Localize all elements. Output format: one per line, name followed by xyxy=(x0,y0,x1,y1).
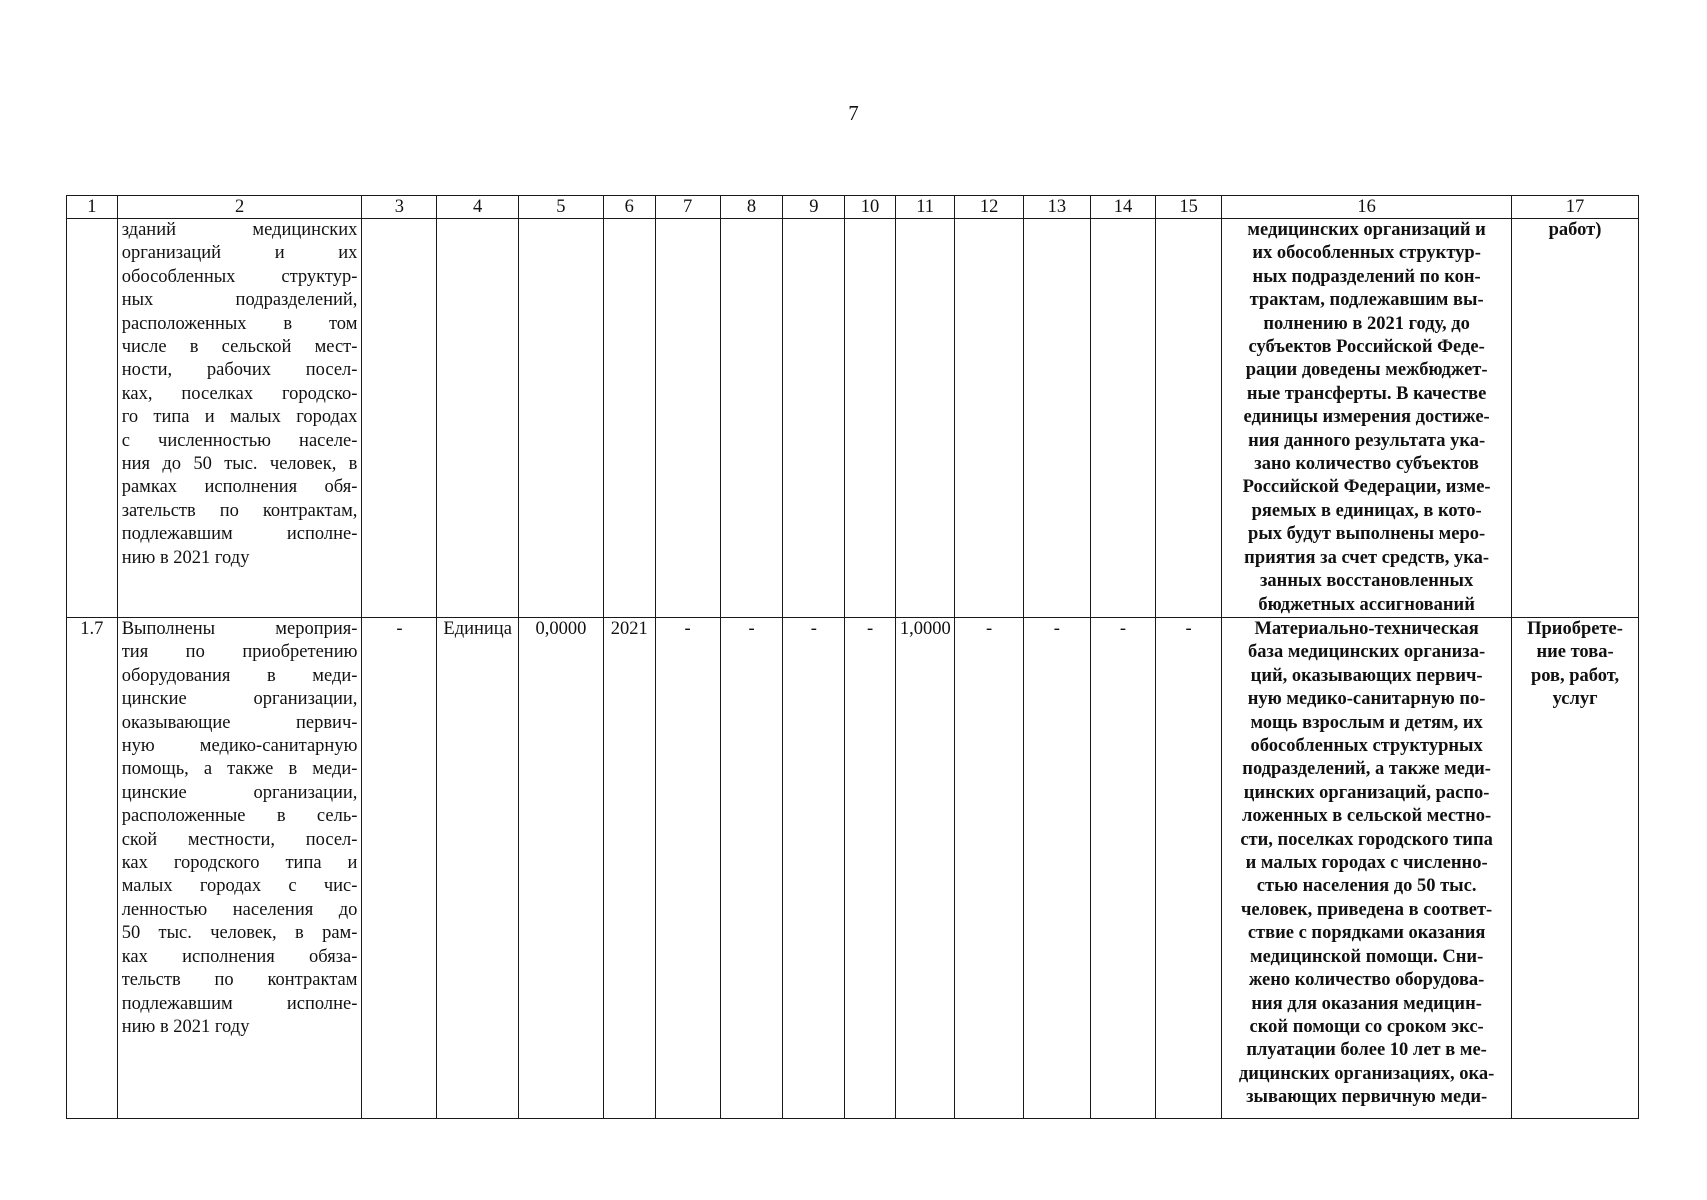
description-line: зданий медицинских xyxy=(121,220,358,240)
category-cell xyxy=(1512,618,1639,1119)
value-cell-c15: - xyxy=(1156,618,1222,1119)
value-cell-c12: - xyxy=(955,618,1023,1119)
value-cell-c6: 2021 xyxy=(603,618,655,1119)
row-number-cell xyxy=(67,219,118,618)
description-line: малых городах с чис- xyxy=(121,876,358,897)
header-cell: 1 xyxy=(67,196,118,219)
result-line: цинских организаций, распо- xyxy=(1243,782,1490,803)
category-cell xyxy=(1512,219,1639,618)
data-table xyxy=(66,195,1639,1119)
header-cell: 3 xyxy=(362,196,437,219)
value-cell-c15 xyxy=(1156,219,1222,618)
result-line: ния для оказания медицин- xyxy=(1251,993,1482,1014)
value-cell-c13 xyxy=(1023,219,1090,618)
description-line: ных подразделений, xyxy=(121,290,358,311)
result-line: сти, поселках городского типа xyxy=(1240,829,1493,850)
description-cell xyxy=(117,219,362,618)
result-description-cell xyxy=(1222,219,1512,618)
header-cell: 15 xyxy=(1156,196,1222,219)
description-line: числе в сельской мест- xyxy=(121,337,358,358)
description-line: 50 тыс. человек, в рам- xyxy=(121,923,358,944)
value-cell-c8: - xyxy=(720,618,783,1119)
value-cell-c11: 1,0000 xyxy=(895,618,955,1119)
description-line: ную медико-санитарную xyxy=(121,736,358,757)
description-line: с численностью населе- xyxy=(121,430,358,451)
description-line: расположенных в том xyxy=(121,313,358,334)
header-cell: 6 xyxy=(603,196,655,219)
description-cell xyxy=(117,618,362,1119)
description-line: организаций и их xyxy=(121,243,358,264)
description-line: Выполнены мероприя- xyxy=(121,619,358,639)
result-line: занных восстановленных xyxy=(1260,571,1474,592)
page-number: 7 xyxy=(848,101,859,125)
description-line: нию в 2021 году xyxy=(121,547,250,568)
header-cell: 17 xyxy=(1512,196,1639,219)
result-line: база медицинских организа- xyxy=(1248,642,1486,663)
value-cell-c3: - xyxy=(362,618,437,1119)
result-line: и малых городах с численно- xyxy=(1245,853,1488,874)
result-line: плуатации более 10 лет в ме- xyxy=(1246,1040,1487,1061)
header-cell: 8 xyxy=(720,196,783,219)
value-cell-c12 xyxy=(955,219,1023,618)
value-cell-c14: - xyxy=(1090,618,1155,1119)
result-line: трактам, подлежавшим вы- xyxy=(1249,290,1484,311)
header-cell: 5 xyxy=(518,196,603,219)
category-line: Приобрете- xyxy=(1527,619,1623,639)
result-line: ния данного результата ука- xyxy=(1248,430,1486,451)
value-cell-c9: - xyxy=(783,618,845,1119)
description-line: зательств по контрактам, xyxy=(121,500,358,521)
value-cell-c6 xyxy=(603,219,655,618)
header-cell: 14 xyxy=(1090,196,1155,219)
result-line: дицинских организациях, ока- xyxy=(1238,1063,1495,1084)
value-cell-c7: - xyxy=(655,618,720,1119)
description-line: ния до 50 тыс. человек, в xyxy=(121,454,358,475)
description-line: обособленных структур- xyxy=(121,266,358,287)
category-line: работ) xyxy=(1548,220,1602,240)
result-line: единицы измерения достиже- xyxy=(1243,407,1490,428)
description-line: ленностью населения до xyxy=(121,899,358,920)
value-cell-c5 xyxy=(518,219,603,618)
result-line: ской помощи со сроком экс- xyxy=(1249,1016,1484,1037)
value-cell-c13: - xyxy=(1023,618,1090,1119)
result-description-cell xyxy=(1222,618,1512,1119)
header-row xyxy=(67,196,1639,219)
description-line: нию в 2021 году xyxy=(121,1016,250,1037)
value-cell-c10 xyxy=(845,219,896,618)
header-cell: 4 xyxy=(437,196,519,219)
value-cell-c9 xyxy=(783,219,845,618)
description-line: рамках исполнения обя- xyxy=(121,477,358,498)
result-line: подразделений, а также меди- xyxy=(1242,759,1491,780)
result-line: стью населения до 50 тыс. xyxy=(1256,876,1477,897)
value-cell-c5: 0,0000 xyxy=(518,618,603,1119)
category-line: услуг xyxy=(1552,689,1598,710)
description-line: ках, поселках городско- xyxy=(121,383,358,404)
result-line: бюджетных ассигнований xyxy=(1258,594,1475,615)
result-line: медицинских организаций и xyxy=(1247,220,1486,240)
value-cell-c10: - xyxy=(845,618,896,1119)
description-line: расположенные в сель- xyxy=(121,806,358,827)
table-row xyxy=(67,618,1639,1119)
result-line: медицинской помощи. Сни- xyxy=(1249,946,1484,967)
result-line: зывающих первичную меди- xyxy=(1246,1087,1488,1108)
description-line: ской местности, посел- xyxy=(121,829,358,850)
description-line: подлежавшим исполне- xyxy=(121,524,358,545)
category-line: ние това- xyxy=(1536,642,1614,663)
header-cell: 11 xyxy=(895,196,955,219)
header-cell: 12 xyxy=(955,196,1023,219)
result-line: мощь взрослым и детям, их xyxy=(1250,712,1483,733)
value-cell-c3 xyxy=(362,219,437,618)
description-line: ках городского типа и xyxy=(121,853,358,874)
description-line: цинские организации, xyxy=(121,782,358,803)
value-cell-c8 xyxy=(720,219,783,618)
result-line: полнению в 2021 году, до xyxy=(1263,313,1470,334)
value-cell-c11 xyxy=(895,219,955,618)
row-number-cell: 1.7 xyxy=(67,618,118,1119)
result-line: их обособленных структур- xyxy=(1252,243,1481,264)
result-line: ных подразделений по кон- xyxy=(1252,266,1481,287)
value-cell-c7 xyxy=(655,219,720,618)
result-line: рых будут выполнены меро- xyxy=(1248,524,1486,545)
header-cell: 13 xyxy=(1023,196,1090,219)
result-line: ложенных в сельской местно- xyxy=(1242,806,1492,827)
result-line: ряемых в единицах, в кото- xyxy=(1251,500,1482,521)
value-cell-c4 xyxy=(437,219,519,618)
result-line: обособленных структурных xyxy=(1250,736,1483,757)
description-line: оборудования в меди- xyxy=(121,665,358,686)
result-line: человек, приведена в соответ- xyxy=(1241,899,1493,920)
description-line: подлежавшим исполне- xyxy=(121,993,358,1014)
result-line: приятия за счет средств, ука- xyxy=(1244,547,1490,568)
description-line: го типа и малых городах xyxy=(121,407,358,428)
description-line: тия по приобретению xyxy=(121,642,358,663)
value-cell-c14 xyxy=(1090,219,1155,618)
description-line: помощь, а также в меди- xyxy=(121,759,358,780)
result-line: ствие с порядками оказания xyxy=(1247,923,1486,944)
header-cell: 7 xyxy=(655,196,720,219)
header-cell: 9 xyxy=(783,196,845,219)
description-line: ности, рабочих посел- xyxy=(121,360,358,381)
result-line: жено количество оборудова- xyxy=(1248,970,1485,991)
header-cell: 16 xyxy=(1222,196,1512,219)
table-row xyxy=(67,219,1639,618)
description-line: оказывающие первич- xyxy=(121,712,358,733)
description-line: цинские организации, xyxy=(121,689,358,710)
category-line: ров, работ, xyxy=(1530,665,1620,686)
result-line: ную медико-санитарную по- xyxy=(1247,689,1486,710)
result-line: рации доведены межбюджет- xyxy=(1245,360,1488,381)
result-line: ные трансферты. В качестве xyxy=(1246,383,1487,404)
result-line: Российской Федерации, изме- xyxy=(1242,477,1491,498)
header-cell: 10 xyxy=(845,196,896,219)
description-line: ках исполнения обяза- xyxy=(121,946,358,967)
result-line: Материально-техническая xyxy=(1254,619,1479,639)
header-cell: 2 xyxy=(117,196,362,219)
description-line: тельств по контрактам xyxy=(121,970,358,991)
value-cell-c4: Единица xyxy=(437,618,519,1119)
result-line: ций, оказывающих первич- xyxy=(1250,665,1483,686)
result-line: зано количество субъектов xyxy=(1254,454,1479,475)
result-line: субъектов Российской Феде- xyxy=(1248,337,1485,358)
